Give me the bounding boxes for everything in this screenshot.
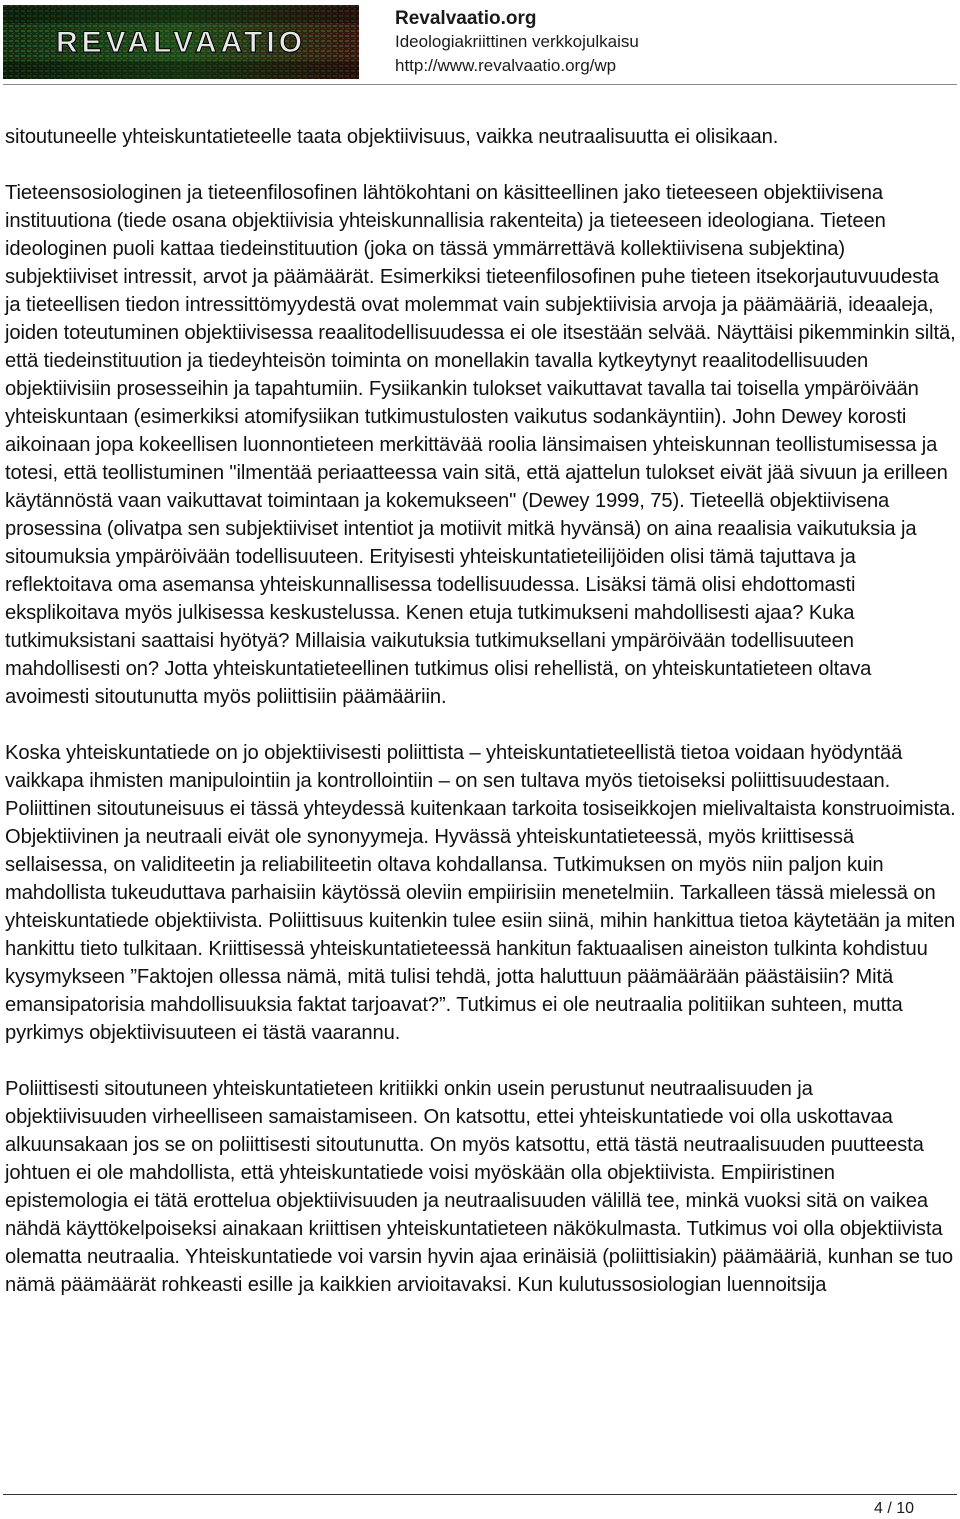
site-tagline: Ideologiakriittinen verkkojulkaisu	[395, 32, 639, 51]
page-number: 4 / 10	[873, 1500, 914, 1517]
paragraph: sitoutuneelle yhteiskuntatieteelle taata objektiivisuus, vaikka neutraalisuutta ei olisikaan.	[5, 126, 779, 148]
site-header-info	[395, 8, 639, 78]
site-logo[interactable]	[3, 5, 359, 79]
logo-graphic	[3, 5, 359, 79]
site-url[interactable]: http://www.revalvaatio.org/wp	[395, 56, 617, 75]
footer-divider	[3, 1494, 957, 1495]
paragraph: Poliittisesti sitoutuneen yhteiskuntatieteen kritiikki onkin usein perustunut neutraalisuuden ja objektiivisuuden virheelliseen samaistamiseen. On katsottu, ettei yhteiskuntatiede voi olla uskottavaa alkuunsakaan jos se on poliittisesti sitoutunutta. On myös katsottu, että tästä neutraalisuuden puutteesta johtuen ei ole mahdollista, että yhteiskuntatiede voisi myöskään olla objektiivista. Empiiristinen epistemologia ei tätä erottelua objektiivisuuden ja neutraalisuuden välillä tee, minkä vuoksi sitä on vaikea nähdä käyttökelpoiseksi ainakaan kriittisen yhteiskuntatieteen näkökulmasta. Tutkimus voi olla objektiivista olematta neutraalia. Yhteiskuntatiede voi varsin hyvin ajaa erinäisiä (poliittisiakin) päämääriä, kunhan se tuo nämä päämäärät rohkeasti esille ja kaikkien arvioitavaksi. Kun kulutussosiologian luennoitsija	[5, 1078, 954, 1296]
site-name: Revalvaatio.org	[395, 8, 537, 29]
paragraph: Koska yhteiskuntatiede on jo objektiivisesti poliittista – yhteiskuntatieteellistä tietoa voidaan hyödyntää vaikkapa ihmisten manipulointiin ja kontrollointiin – on sen tultava myös tietoiseksi poliittisuudestaan. Poliittinen sitoutuneisuus ei tässä yhteydessä kuitenkaan tarkoita tosiseikkojen mielivaltaista konstruoimista. Objektiivinen ja neutraali eivät ole synonyymeja. Hyvässä yhteiskuntatieteessä, myös kriittisessä sellaisessa, on validiteetin ja reliabiliteetin oltava kohdallansa. Tutkimuksen on myös niin paljon kuin mahdollista tukeuduttava parhaisiin käytössä oleviin empiirisiin menetelmiin. Tarkalleen tässä mielessä on yhteiskuntatiede objektiivista. Poliittisuus kuitenkin tulee esiin siinä, mihin hankittua tietoa käytetään ja miten hankittu tieto tulkitaan. Kriittisessä yhteiskuntatieteessä hankitun faktuaalisen aineiston tulkinta kohdistuu kysymykseen ”Faktojen ollessa nämä, mitä tulisi tehdä, jotta haluttuun päämäärään päästäisiin? Mitä emansipatorisia mahdollisuuksia faktat tarjoavat?”. Tutkimus ei ole neutraalia politiikan suhteen, mutta pyrkimys objektiivisuuteen ei tästä vaarannu.	[5, 742, 956, 1044]
paragraph: Tieteensosiologinen ja tieteenfilosofinen lähtökohtani on käsitteellinen jako tieteeseen objektiivisena instituutiona (tiede osana objektiivisia yhteiskunnallisia rakenteita) ja tieteeseen ideologiana. Tieteen ideologinen puoli kattaa tiedeinstituution (joka on tässä ymmärrettävä kollektiivisena subjektina) subjektiiviset intressit, arvot ja päämäärät. Esimerkiksi tieteenfilosofinen puhe tieteen itsekorjautuvuudesta ja tieteellisen tiedon intressittömyydestä ovat molemmat vain subjektiivisia arvoja ja päämääriä, ideaaleja, joiden toteutuminen objektiivisessa reaalitodellisuudessa ei ole itsestään selvää. Näyttäisi pikemminkin siltä, että tiedeinstituution ja tiedeyhteisön toiminta on monellakin tavalla kytkeytynyt reaalitodellisuuden objektiivisiin prosesseihin ja tapahtumiin. Fysiikankin tulokset vaikuttavat tavalla tai toisella ympäröivään yhteiskuntaan (esimerkiksi atomifysiikan tutkimustulosten vaikutus sodankäyntiin). John Dewey korosti aikoinaan jopa kokeellisen luonnontieteen merkittävää roolia länsimaisen yhteiskunnan teollistumisessa ja totesi, että teollistuminen "ilmentää periaatteessa vain sitä, että ajattelun tulokset eivät jää sivuun ja erilleen käytännöstä vaan vaikuttavat toimintaan ja kokemukseen" (Dewey 1999, 75). Tieteellä objektiivisena prosessina (olivatpa sen subjektiiviset intentiot ja motiivit mitkä hyvänsä) on aina reaalisia vaikutuksia ja sitoumuksia ympäröivään todellisuuteen. Erityisesti yhteiskuntatieteilijöiden olisi tämä tajuttava ja reflektoitava oma asemansa yhteiskunnallisessa todellisuudessa. Lisäksi tämä olisi ehdottomasti eksplikoitava myös julkisessa keskustelussa. Kenen etuja tutkimukseni mahdollisesti ajaa? Kuka tutkimuksistani saattaisi hyötyä? Millaisia vaikutuksia tutkimuksellani ympäröivään todellisuuteen mahdollisesti on? Jotta yhteiskuntatieteellinen tutkimus olisi rehellistä, on yhteiskuntatieteen oltava avoimesti sitoutunutta myös poliittisiin päämääriin.	[5, 182, 956, 708]
article-body	[5, 123, 957, 1299]
header-divider	[3, 84, 957, 85]
logo-text: REVALVAATIO	[55, 26, 307, 59]
